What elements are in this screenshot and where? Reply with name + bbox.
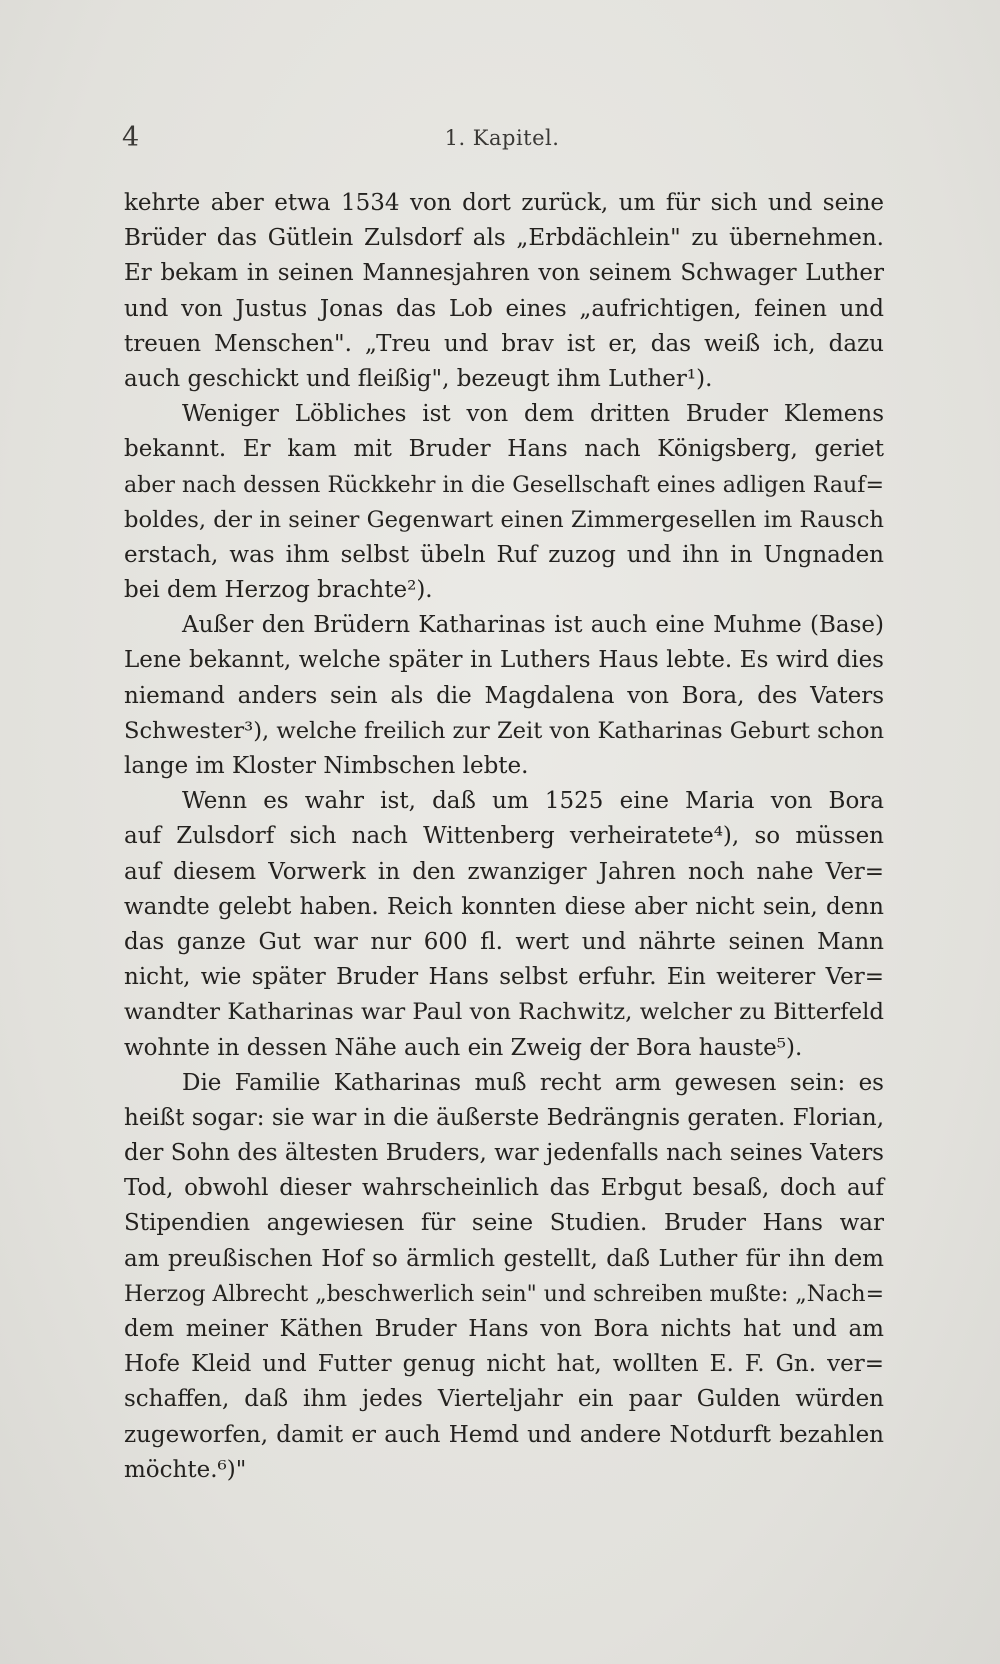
text-line: Weniger Löbliches ist von dem dritten Bruder Klemens [182,401,884,428]
text-line: am preußischen Hof so ärmlich gestellt, daß Luther für ihn dem [124,1245,884,1272]
text-line: auf diesem Vorwerk in den zwanziger Jahren noch nahe Ver= [124,858,884,885]
text-line: wohnte in dessen Nähe auch ein Zweig der Bora hauste⁵). [124,1034,803,1061]
text-line: wandter Katharinas war Paul von Rachwitz, welcher zu Bitterfeld [124,999,884,1026]
text-line: Wenn es wahr ist, daß um 1525 eine Maria von Bora [182,788,884,815]
text-line: das ganze Gut war nur 600 fl. wert und nährte seinen Mann [124,928,884,955]
text-line: und von Justus Jonas das Lob eines „aufrichtigen, feinen und [124,295,884,322]
text-line: kehrte aber etwa 1534 von dort zurück, um für sich und seine [124,190,884,216]
page-header [122,122,882,162]
body-text [124,186,946,1488]
text-line: möchte.⁶)" [124,1456,247,1483]
text-line: treuen Menschen". „Treu und brav ist er, das weiß ich, dazu [124,330,884,357]
text-line: der Sohn des ältesten Bruders, war jedenfalls nach seines Vaters [124,1140,884,1167]
text-line: Tod, obwohl dieser wahrscheinlich das Erbgut besaß, doch auf [124,1175,884,1202]
text-line: wandte gelebt haben. Reich konnten diese aber nicht sein, denn [124,893,884,920]
text-line: schaffen, daß ihm jedes Vierteljahr ein paar Gulden würden [124,1386,884,1413]
text-line: Stipendien angewiesen für seine Studien. Bruder Hans war [124,1210,884,1237]
text-line: Er bekam in seinen Mannesjahren von seinem Schwager Luther [124,260,884,287]
text-line: auch geschickt und fleißig", bezeugt ihm Luther¹). [124,365,713,392]
text-line: aber nach dessen Rückkehr in die Gesellschaft eines adligen Rauf= [124,471,884,498]
text-line: Außer den Brüdern Katharinas ist auch eine Muhme (Base) [182,612,884,639]
text-line: zugeworfen, damit er auch Hemd und andere Notdurft bezahlen [124,1421,884,1448]
text-line: Hofe Kleid und Futter genug nicht hat, wollten E. F. Gn. ver= [124,1351,884,1378]
text-line: lange im Kloster Nimbschen lebte. [124,753,529,779]
text-line: Die Familie Katharinas muß recht arm gewesen sein: es [182,1069,884,1096]
page-number: 4 [122,122,140,153]
text-line: Brüder das Gütlein Zulsdorf als „Erbdächlein" zu übernehmen. [124,225,884,252]
text-line: Herzog Albrecht „beschwerlich sein" und schreiben mußte: „Nach= [124,1281,884,1307]
text-line: bekannt. Er kam mit Bruder Hans nach Königsberg, geriet [124,436,884,463]
text-line: niemand anders sein als die Magdalena von Bora, des Vaters [124,682,884,709]
text-line: erstach, was ihm selbst übeln Ruf zuzog und ihn in Ungnaden [124,541,884,568]
text-line: nicht, wie später Bruder Hans selbst erfuhr. Ein weiterer Ver= [124,964,884,991]
running-head: 1. Kapitel. [444,126,560,150]
text-line: dem meiner Käthen Bruder Hans von Bora nichts hat und am [124,1316,884,1342]
text-line: heißt sogar: sie war in die äußerste Bedrängnis geraten. Florian, [124,1104,885,1131]
text-line: Lene bekannt, welche später in Luthers Haus lebte. Es wird dies [124,647,884,674]
text-line: bei dem Herzog brachte²). [124,577,433,604]
text-line: auf Zulsdorf sich nach Wittenberg verheiratete⁴), so müssen [124,823,884,850]
text-line: Schwester³), welche freilich zur Zeit von Katharinas Geburt schon [124,717,885,744]
text-line: boldes, der in seiner Gegenwart einen Zimmergesellen im Rausch [124,506,884,533]
